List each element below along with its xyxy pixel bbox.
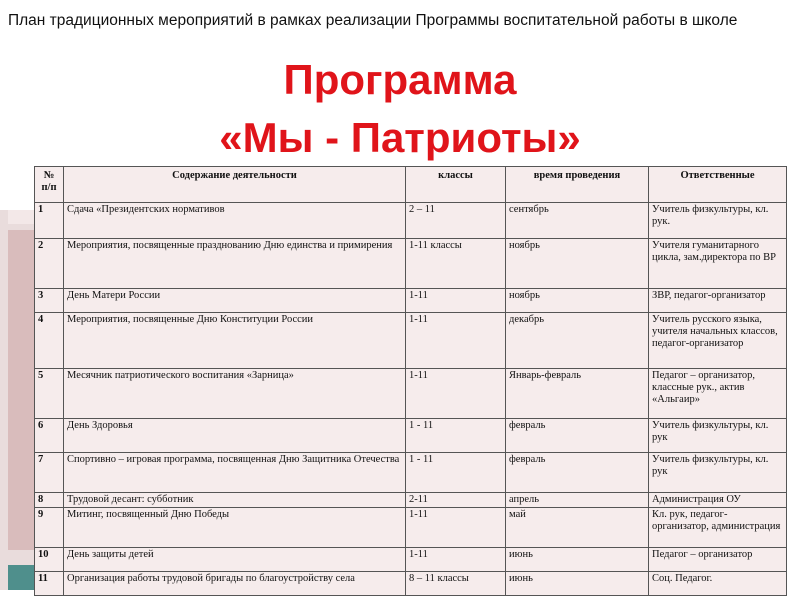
decorative-side-strip [0, 210, 36, 590]
event-content: Организация работы трудовой бригады по благоустройству села [64, 572, 406, 596]
program-title [0, 54, 800, 164]
row-number: 3 [35, 289, 64, 313]
row-number: 8 [35, 493, 64, 508]
event-content: Месячник патриотического воспитания «Зарница» [64, 369, 406, 419]
event-content: Мероприятия, посвященные празднованию Дню единства и примирения [64, 239, 406, 289]
table-row [35, 203, 787, 239]
col-header-time: время проведения [506, 167, 649, 203]
event-classes: 2-11 [406, 493, 506, 508]
event-responsible: Учителя гуманитарного цикла, зам.директора по ВР [649, 239, 787, 289]
event-time: ноябрь [506, 239, 649, 289]
event-content: Спортивно – игровая программа, посвященная Дню Защитника Отечества [64, 453, 406, 493]
row-number: 11 [35, 572, 64, 596]
event-responsible: Учитель русского языка, учителя начальных классов, педагог-организатор [649, 313, 787, 369]
event-classes: 8 – 11 классы [406, 572, 506, 596]
table-row [35, 369, 787, 419]
row-number: 4 [35, 313, 64, 369]
table-row [35, 419, 787, 453]
event-responsible: ЗВР, педагог-организатор [649, 289, 787, 313]
col-header-number: № п/п [35, 167, 64, 203]
program-title-line1: Программа [283, 56, 517, 103]
document-heading: План традиционных мероприятий в рамках реализации Программы воспитательной работы в школе [8, 12, 738, 29]
event-time: июнь [506, 548, 649, 572]
event-content: Трудовой десант: субботник [64, 493, 406, 508]
event-content: День Здоровья [64, 419, 406, 453]
event-time: апрель [506, 493, 649, 508]
event-classes: 1 - 11 [406, 453, 506, 493]
event-time: февраль [506, 453, 649, 493]
event-time: февраль [506, 419, 649, 453]
event-classes: 1-11 [406, 369, 506, 419]
event-classes: 2 – 11 [406, 203, 506, 239]
event-classes: 1-11 [406, 508, 506, 548]
event-content: День Матери России [64, 289, 406, 313]
table-row [35, 453, 787, 493]
decorative-band [8, 230, 36, 550]
event-content: Сдача «Президентских нормативов [64, 203, 406, 239]
row-number: 10 [35, 548, 64, 572]
col-header-classes: классы [406, 167, 506, 203]
event-time: июнь [506, 572, 649, 596]
decorative-band [8, 210, 36, 224]
row-number: 6 [35, 419, 64, 453]
program-title-line2: «Мы - Патриоты» [219, 114, 581, 161]
col-header-responsible: Ответственные [649, 167, 787, 203]
event-classes: 1-11 [406, 313, 506, 369]
event-responsible: Учитель физкультуры, кл. рук [649, 453, 787, 493]
event-classes: 1-11 классы [406, 239, 506, 289]
row-number: 9 [35, 508, 64, 548]
event-content: День защиты детей [64, 548, 406, 572]
row-number: 2 [35, 239, 64, 289]
table-row [35, 239, 787, 289]
event-time: май [506, 508, 649, 548]
event-responsible: Учитель физкультуры, кл. рук [649, 419, 787, 453]
table-row [35, 548, 787, 572]
decorative-band [8, 565, 36, 590]
event-content: Митинг, посвященный Дню Победы [64, 508, 406, 548]
event-responsible: Педагог – организатор [649, 548, 787, 572]
row-number: 1 [35, 203, 64, 239]
event-responsible: Соц. Педагог. [649, 572, 787, 596]
event-time: Январь-февраль [506, 369, 649, 419]
events-table [34, 166, 787, 596]
row-number: 5 [35, 369, 64, 419]
table-row [35, 572, 787, 596]
event-content: Мероприятия, посвященные Дню Конституции России [64, 313, 406, 369]
event-responsible: Администрация ОУ [649, 493, 787, 508]
event-classes: 1-11 [406, 548, 506, 572]
event-time: сентябрь [506, 203, 649, 239]
event-classes: 1 - 11 [406, 419, 506, 453]
event-time: декабрь [506, 313, 649, 369]
col-header-content: Содержание деятельности [64, 167, 406, 203]
event-responsible: Кл. рук, педагог-организатор, администрация [649, 508, 787, 548]
table-row [35, 289, 787, 313]
row-number: 7 [35, 453, 64, 493]
table-row [35, 493, 787, 508]
table-header-row [35, 167, 787, 203]
table-row [35, 313, 787, 369]
event-responsible: Учитель физкультуры, кл. рук. [649, 203, 787, 239]
event-time: ноябрь [506, 289, 649, 313]
event-responsible: Педагог – организатор, классные рук., актив «Альгаир» [649, 369, 787, 419]
table-row [35, 508, 787, 548]
event-classes: 1-11 [406, 289, 506, 313]
